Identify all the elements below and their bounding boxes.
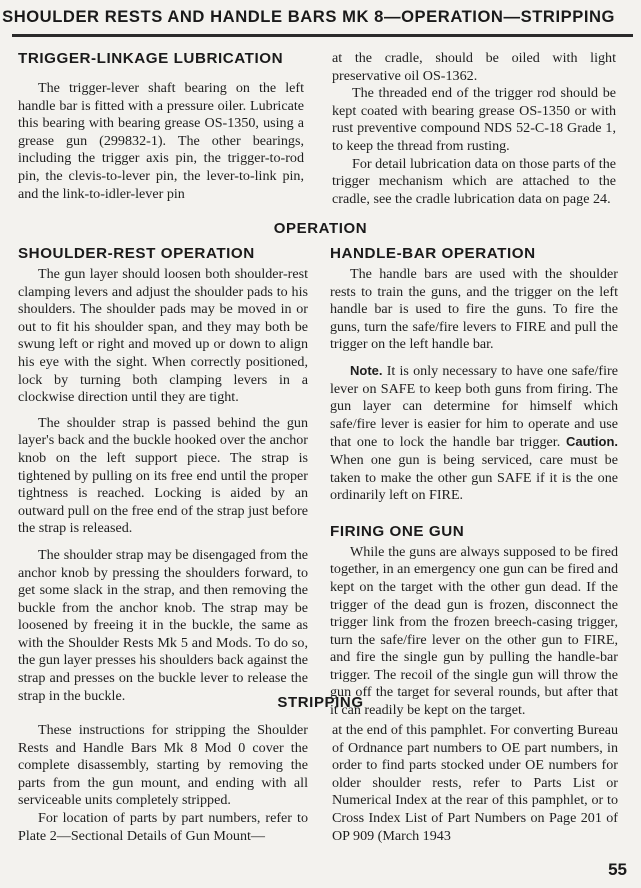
lubrication-continued xyxy=(332,50,616,208)
paragraph: The shoulder strap is passed behind the gun layer's back and the buckle hooked over the anchor knob on the left support piece. The strap is tightened by pulling on its free end until the proper tightness is reached. Locking is aided by an outward pull on the free end of the strap just before the strap is released. xyxy=(18,414,308,537)
note-text: It is only necessary to have one safe/fire lever on SAFE to keep both guns from firing. The gun layer can determine for himself which safe/fire lever is easier for him to operate and use that one to lock the handle bar trigger. xyxy=(330,362,618,451)
page-number: 55 xyxy=(608,860,627,879)
running-header-title: SHOULDER RESTS AND HANDLE BARS MK 8—OPERATION—STRIPPING xyxy=(2,7,615,26)
stripping-left-column xyxy=(18,722,308,845)
caution-text: When one gun is being serviced, care must be taken to make the other gun SAFE if it is the one ordinarily left on FIRE. xyxy=(330,451,618,504)
paragraph: at the end of this pamphlet. For converting Bureau of Ordnance part numbers to OE part numbers, in order to find parts stocked under OE numbers for older shoulder rests, refer to Parts List or Numerical Index at the rear of this pamphlet, or to Cross Index List of Part Numbers on Page 201 of OP 909 (March 1943 xyxy=(332,722,618,844)
stripping-right-column xyxy=(332,722,618,845)
shoulder-rest-operation-section xyxy=(18,245,308,705)
paragraph: at the cradle, should be oiled with light preservative oil OS-1362. xyxy=(332,50,616,84)
paragraph: While the guns are always supposed to be fired together, in an emergency one gun can be fired and kept on the target with the other gun dead. If the trigger of the dead gun is frozen, disconnect the trigger link from the frozen breech-casing trigger, turn the safe/fire lever on the other gun to FIRE, and fire the single gun by pulling the handle-bar trigger. The recoil of the single gun will throw the gun off the target for several rounds, but after that it can readily be kept on the target. xyxy=(330,543,618,719)
paragraph: For location of parts by part numbers, refer to Plate 2—Sectional Details of Gun Mount— xyxy=(18,809,308,844)
section-heading-firing-one-gun: FIRING ONE GUN xyxy=(330,522,465,540)
stripping-heading: STRIPPING xyxy=(277,694,364,711)
caution-label: Caution. xyxy=(566,434,618,450)
paragraph: The trigger-lever shaft bearing on the left handle bar is fitted with a pressure oiler. Lubricate this bearing with bearing grease OS-1350, using a grease gun (299832-1). The other bearings, including the trigger axis pin, the trigger-to-rod pin, the clevis-to-lever pin, the lever-to-link pin, and the link-to-idler-lever pin xyxy=(18,80,304,202)
paragraph: The shoulder strap may be disengaged from the anchor knob by pressing the shoulders forward, to get some slack in the strap, and then removing the buckle from the anchor knob. The strap may be loosened by freeing it in the buckle, the same as with the Shoulder Rests Mk 5 and Mods. To do so, the gun layer presses his shoulders back against the strap and presses on the buckle lever to release the strap in the buckle. xyxy=(18,546,308,704)
section-heading-shoulder-rest-operation: SHOULDER-REST OPERATION xyxy=(18,245,255,262)
paragraph: The gun layer should loosen both shoulder-rest clamping levers and adjust the shoulder pads to his shoulders. The shoulder pads may be moved in or out to fit his shoulder span, and they may both be swung left or right and moved up or down to align his eye with the sight. When correctly positioned, lock by turning both clamping levers in a clockwise direction until they are tight. xyxy=(18,266,308,406)
header-rule xyxy=(12,34,633,37)
section-heading-handle-bar-operation: HANDLE-BAR OPERATION xyxy=(330,245,536,262)
paragraph: For detail lubrication data on those parts of the trigger mechanism which are attached to the cradle, see the cradle lubrication data on page 24. xyxy=(332,155,616,207)
paragraph: These instructions for stripping the Shoulder Rests and Handle Bars Mk 8 Mod 0 cover the complete disassembly, starting by removing the parts from the gun mount, and ending with all serviceable units completely stripped. xyxy=(18,722,308,809)
handle-bar-operation-section xyxy=(330,245,618,720)
note-label: Note. xyxy=(350,362,383,378)
paragraph: The threaded end of the trigger rod should be kept coated with bearing grease OS-1350 or with rust preventive compound NDS 52-C-18 Grade 1, to keep the thread from rusting. xyxy=(332,85,616,154)
running-header xyxy=(0,0,641,34)
paragraph: The handle bars are used with the shoulder rests to train the guns, and the trigger on the left handle bar is used to fire the guns. To fire the guns, turn the safe/fire levers to FIRE and pull the trigger on the left handle bar. xyxy=(330,266,618,353)
operation-heading: OPERATION xyxy=(273,220,368,237)
note-paragraph xyxy=(330,362,618,505)
section-heading-trigger-linkage-lubrication: TRIGGER-LINKAGE LUBRICATION xyxy=(18,50,284,67)
lubrication-section xyxy=(18,50,304,203)
